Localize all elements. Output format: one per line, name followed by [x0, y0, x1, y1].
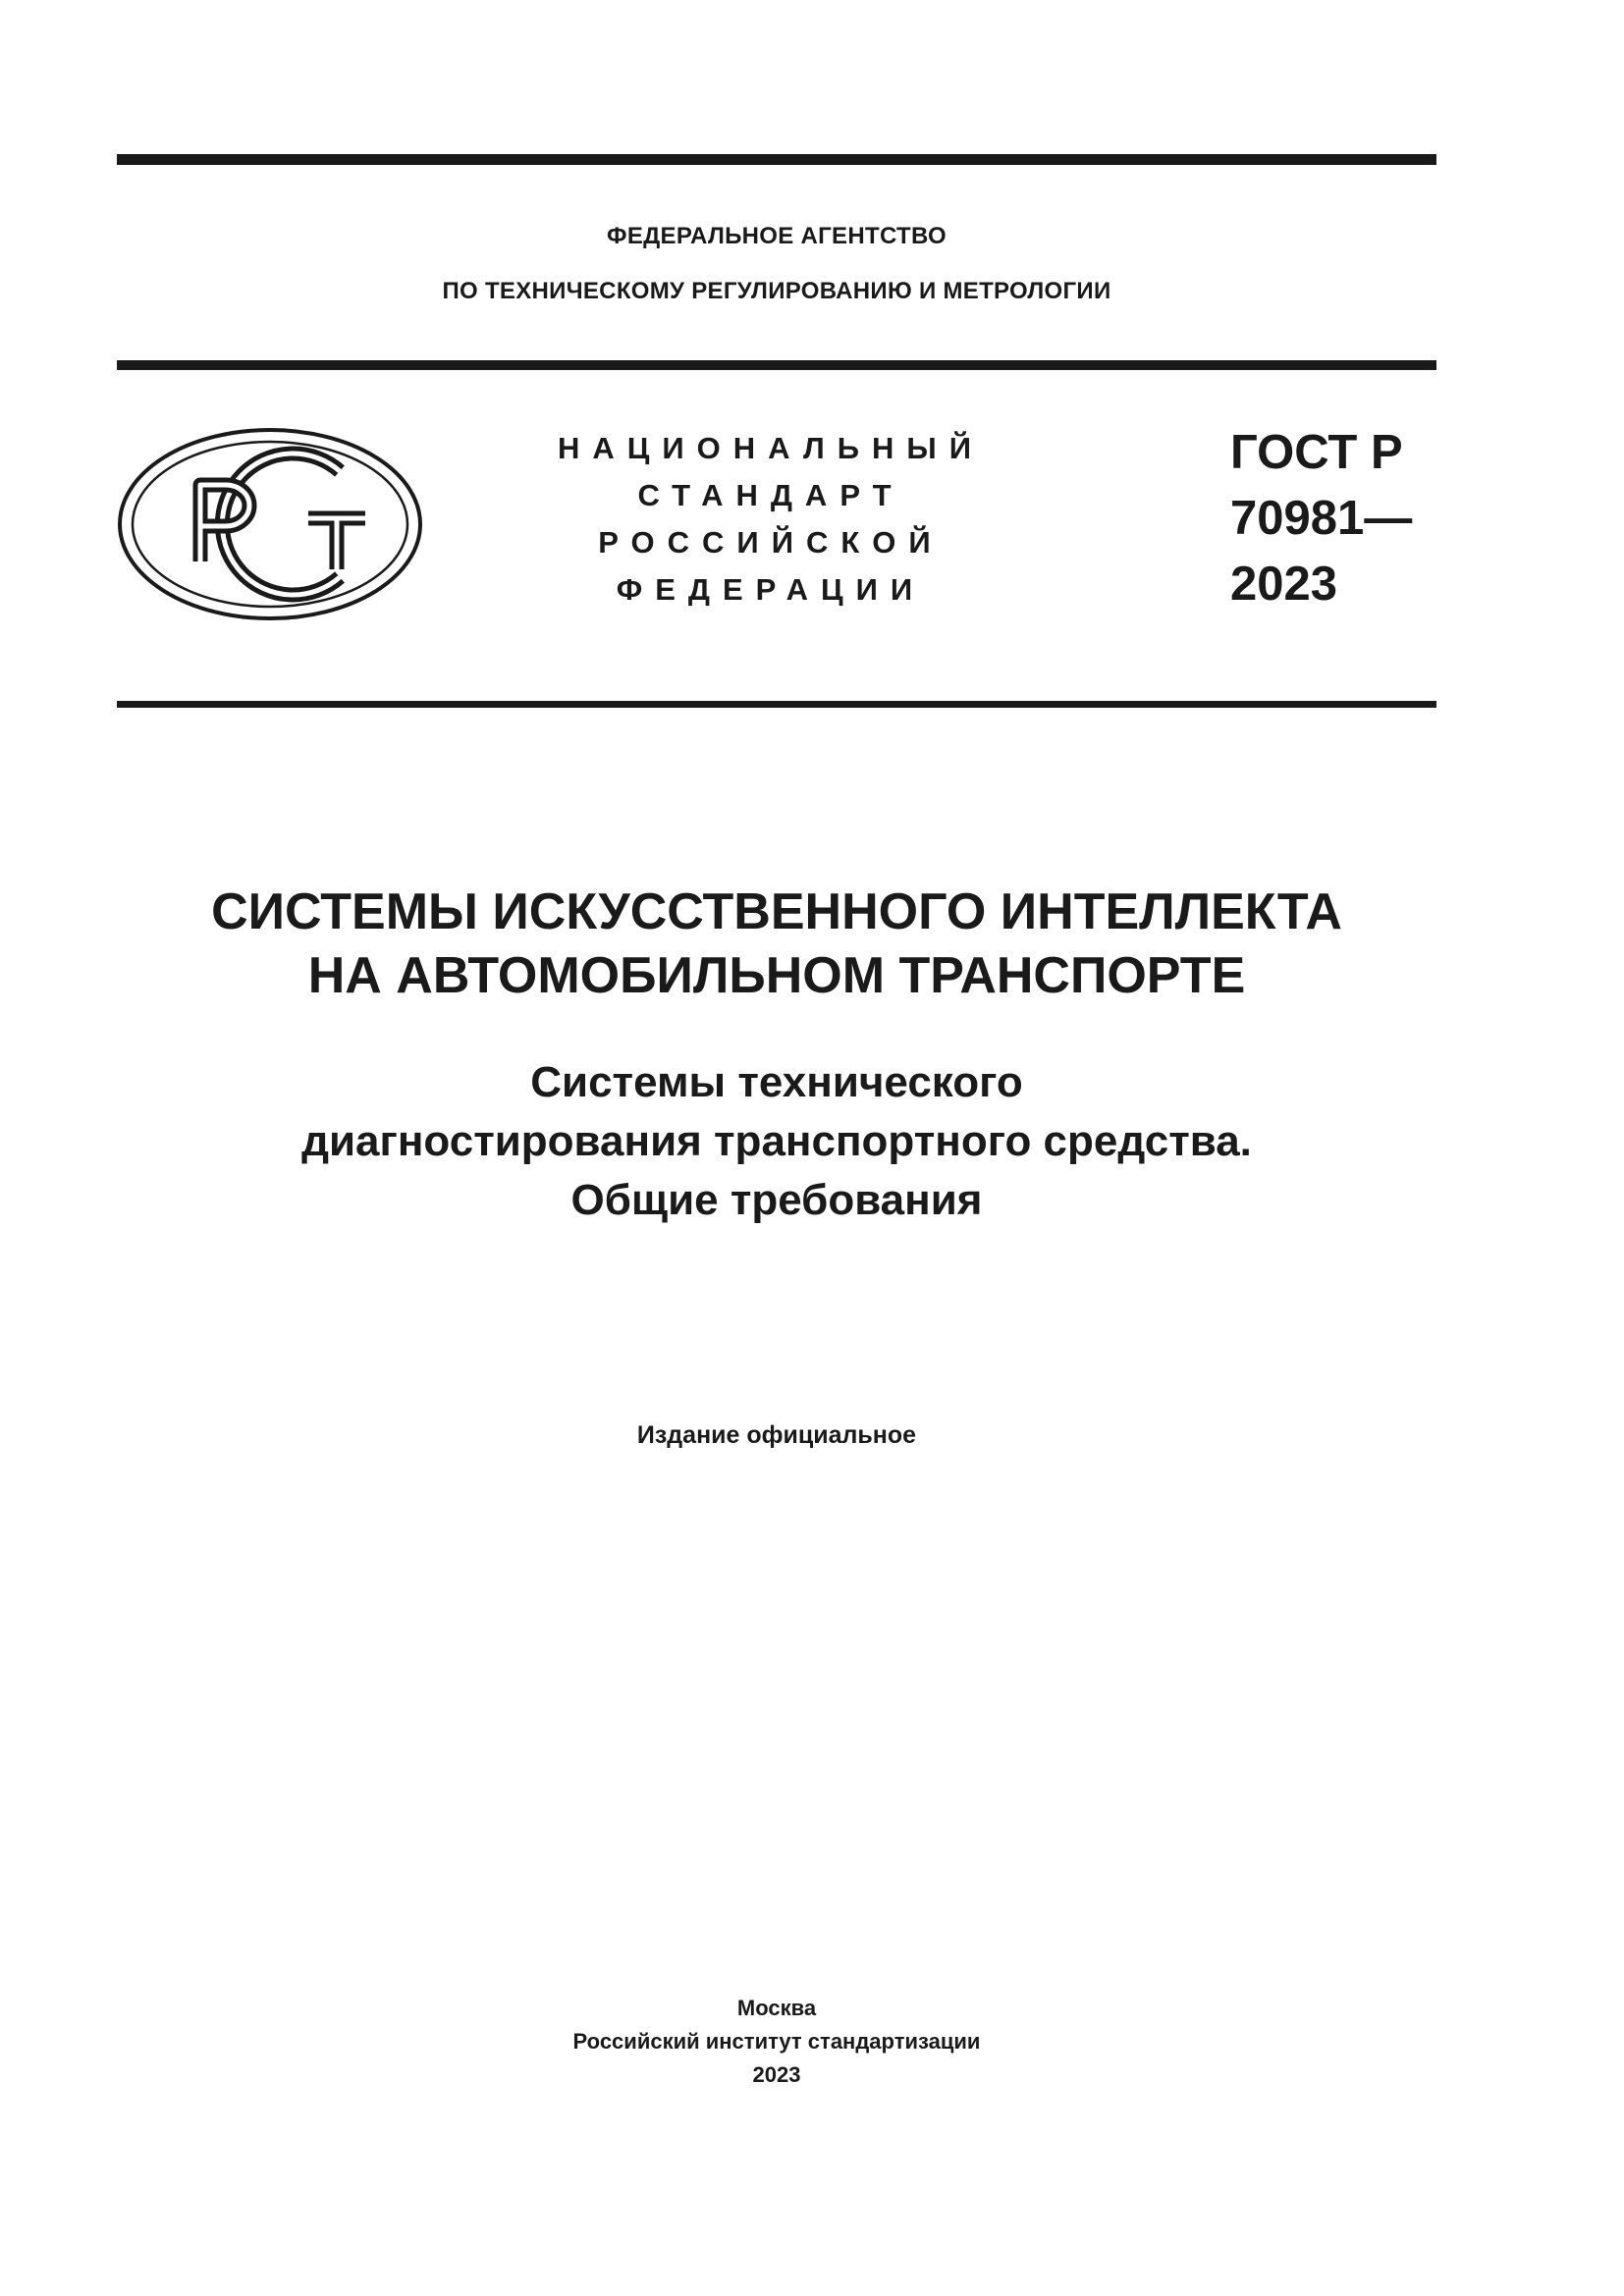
header-rule	[117, 360, 1436, 370]
document-title	[117, 881, 1436, 1008]
rst-emblem-icon	[116, 424, 430, 628]
title-line1: СИСТЕМЫ ИСКУССТВЕННОГО ИНТЕЛЛЕКТА	[211, 883, 1342, 940]
subtitle-line2: диагностирования транспортного средства.	[301, 1117, 1252, 1165]
designation-line2: 70981—	[1230, 492, 1413, 545]
title-line2: НА АВТОМОБИЛЬНОМ ТРАНСПОРТЕ	[307, 947, 1246, 1004]
imprint	[117, 1992, 1436, 2092]
document-subtitle	[117, 1053, 1436, 1230]
subtitle-line3: Общие требования	[570, 1176, 983, 1224]
imprint-year: 2023	[752, 2062, 801, 2087]
national-standard-line: НАЦИОНАЛЬНЫЙ	[557, 431, 985, 465]
national-standard-label	[545, 425, 997, 614]
subtitle-line1: Системы технического	[530, 1058, 1023, 1106]
imprint-city: Москва	[736, 1996, 817, 2020]
top-rule	[117, 154, 1436, 165]
national-standard-line: РОССИЙСКОЙ	[598, 525, 944, 560]
agency-name-line2: ПО ТЕХНИЧЕСКОМУ РЕГУЛИРОВАНИЮ И МЕТРОЛОГИИ	[442, 278, 1111, 304]
imprint-publisher: Российский институт стандартизации	[572, 2029, 981, 2054]
standard-designation	[1230, 420, 1412, 617]
agency-name-line1: ФЕДЕРАЛЬНОЕ АГЕНТСТВО	[607, 223, 947, 249]
designation-line1: ГОСТ Р	[1230, 426, 1403, 479]
national-standard-line: СТАНДАРТ	[637, 478, 904, 512]
national-standard-line: ФЕДЕРАЦИИ	[616, 572, 926, 607]
designation-line3: 2023	[1230, 558, 1338, 611]
header-bottom-rule	[117, 701, 1436, 708]
edition-note: Издание официальное	[636, 1421, 917, 1449]
